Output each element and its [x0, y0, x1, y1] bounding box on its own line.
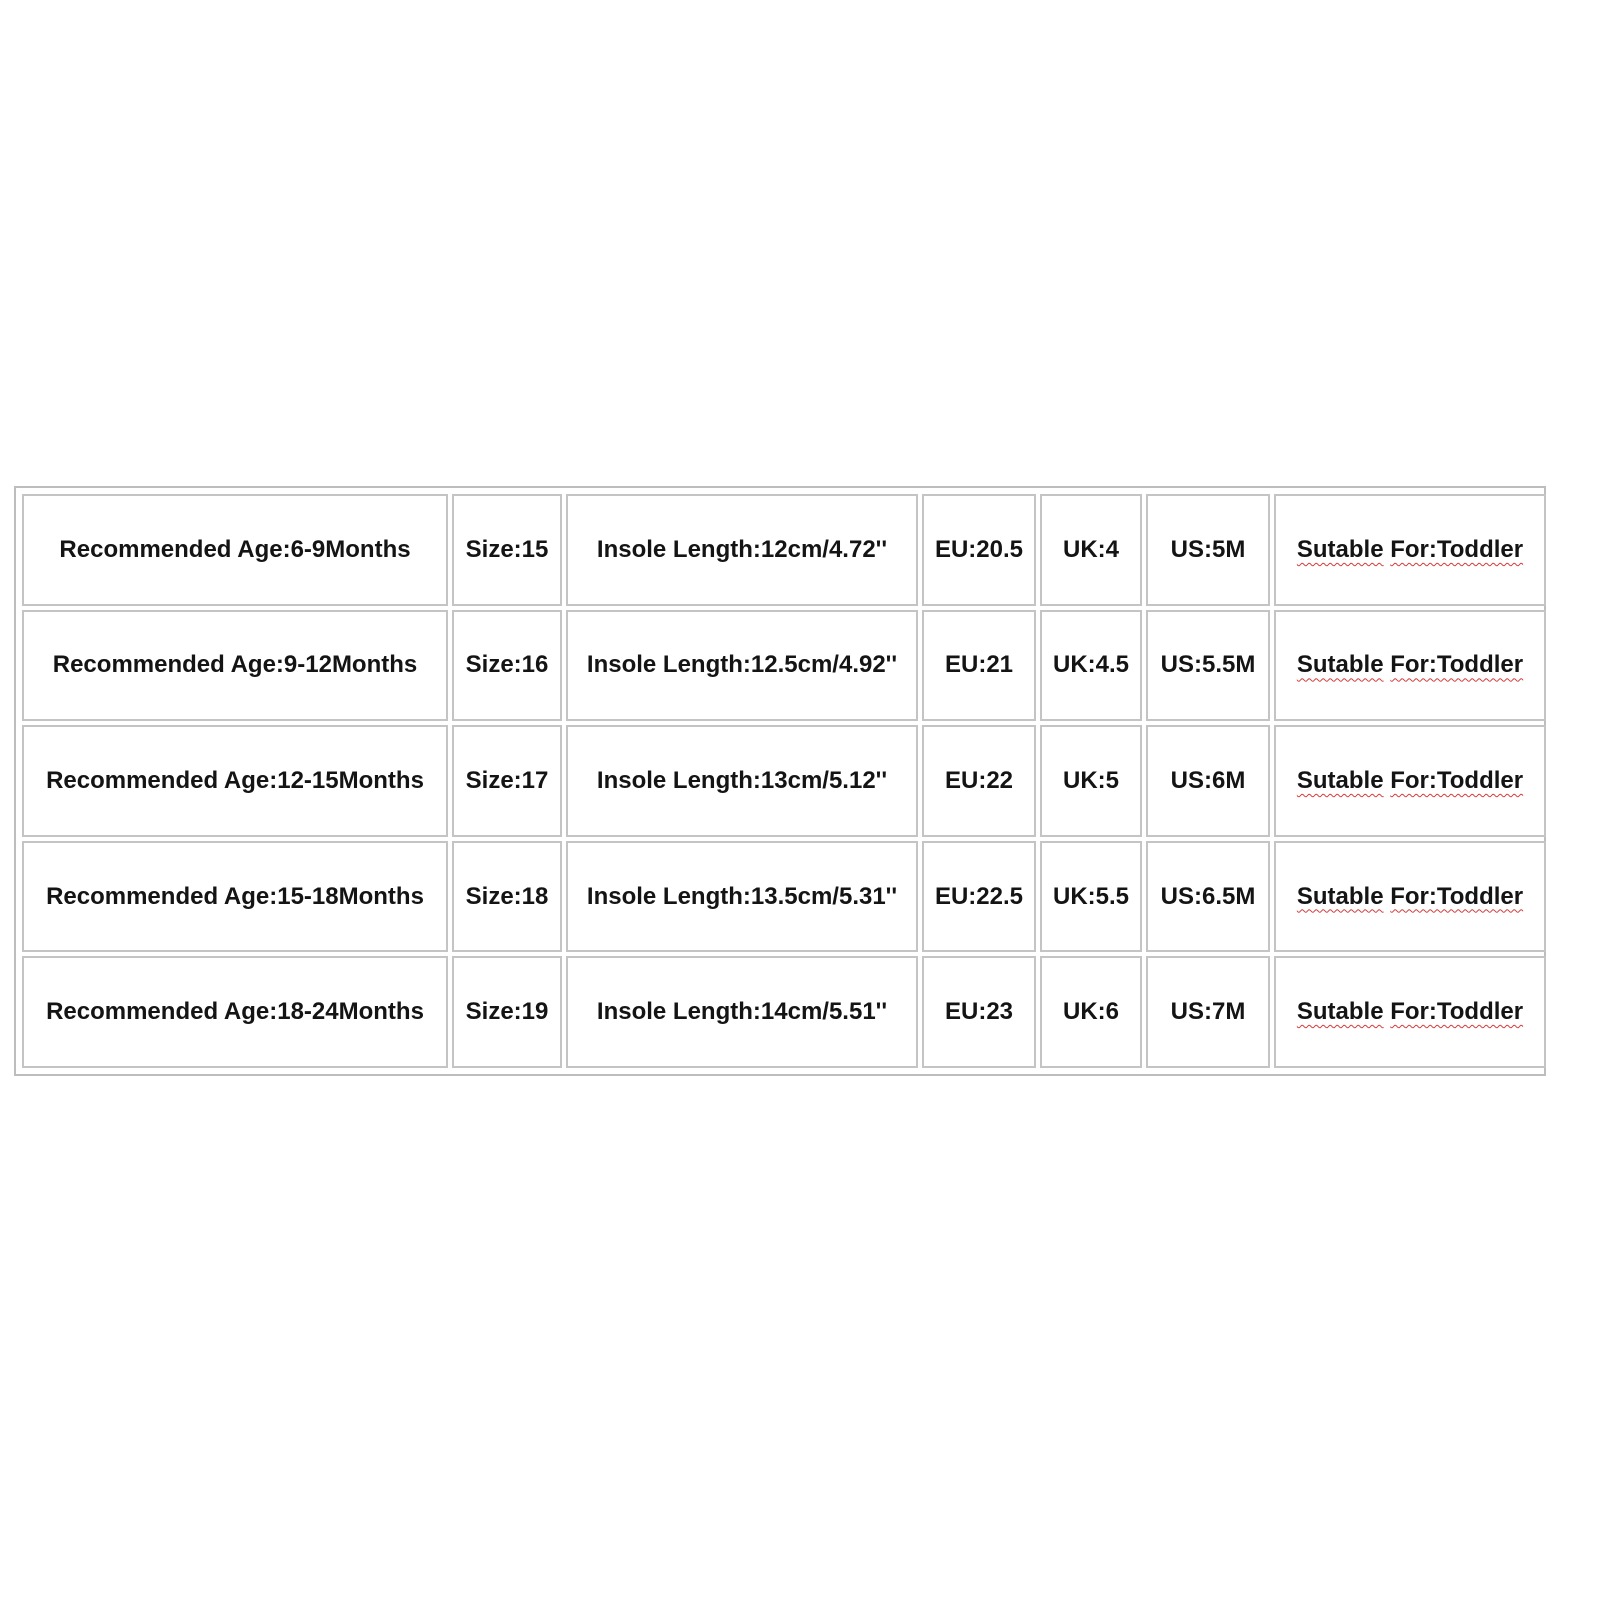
suitable-value: For:Toddler: [1390, 882, 1524, 910]
suitable-label: Sutable: [1296, 651, 1384, 679]
suitable-for-cell: [1274, 956, 1546, 1068]
uk-size-cell: UK:5.5: [1040, 841, 1142, 953]
size-chart-table: [18, 490, 1550, 1072]
uk-size-cell: UK:5: [1040, 725, 1142, 837]
suitable-for-cell: [1274, 494, 1546, 606]
suitable-value: For:Toddler: [1390, 998, 1524, 1026]
age-cell: Recommended Age:15-18Months: [22, 841, 448, 953]
age-cell: Recommended Age:9-12Months: [22, 610, 448, 722]
uk-size-cell: UK:4.5: [1040, 610, 1142, 722]
table-row: [22, 956, 1546, 1068]
age-cell: Recommended Age:12-15Months: [22, 725, 448, 837]
table-row: [22, 610, 1546, 722]
us-size-cell: US:7M: [1146, 956, 1270, 1068]
size-cell: Size:16: [452, 610, 562, 722]
suitable-label: Sutable: [1296, 766, 1384, 794]
eu-size-cell: EU:21: [922, 610, 1036, 722]
suitable-label: Sutable: [1296, 535, 1384, 563]
insole-length-cell: Insole Length:14cm/5.51'': [566, 956, 918, 1068]
eu-size-cell: EU:20.5: [922, 494, 1036, 606]
eu-size-cell: EU:22: [922, 725, 1036, 837]
suitable-value: For:Toddler: [1390, 766, 1524, 794]
us-size-cell: US:5M: [1146, 494, 1270, 606]
us-size-cell: US:5.5M: [1146, 610, 1270, 722]
table-row: [22, 725, 1546, 837]
uk-size-cell: UK:4: [1040, 494, 1142, 606]
insole-length-cell: Insole Length:12.5cm/4.92'': [566, 610, 918, 722]
insole-length-cell: Insole Length:13.5cm/5.31'': [566, 841, 918, 953]
suitable-for-cell: [1274, 610, 1546, 722]
size-cell: Size:18: [452, 841, 562, 953]
eu-size-cell: EU:22.5: [922, 841, 1036, 953]
eu-size-cell: EU:23: [922, 956, 1036, 1068]
us-size-cell: US:6M: [1146, 725, 1270, 837]
insole-length-cell: Insole Length:13cm/5.12'': [566, 725, 918, 837]
suitable-for-cell: [1274, 725, 1546, 837]
suitable-for-cell: [1274, 841, 1546, 953]
size-cell: Size:19: [452, 956, 562, 1068]
insole-length-cell: Insole Length:12cm/4.72'': [566, 494, 918, 606]
us-size-cell: US:6.5M: [1146, 841, 1270, 953]
age-cell: Recommended Age:18-24Months: [22, 956, 448, 1068]
suitable-label: Sutable: [1296, 882, 1384, 910]
age-cell: Recommended Age:6-9Months: [22, 494, 448, 606]
table-row: [22, 841, 1546, 953]
uk-size-cell: UK:6: [1040, 956, 1142, 1068]
suitable-value: For:Toddler: [1390, 535, 1524, 563]
suitable-label: Sutable: [1296, 998, 1384, 1026]
size-cell: Size:15: [452, 494, 562, 606]
table-row: [22, 494, 1546, 606]
size-chart: [14, 486, 1546, 1076]
size-cell: Size:17: [452, 725, 562, 837]
suitable-value: For:Toddler: [1390, 651, 1524, 679]
